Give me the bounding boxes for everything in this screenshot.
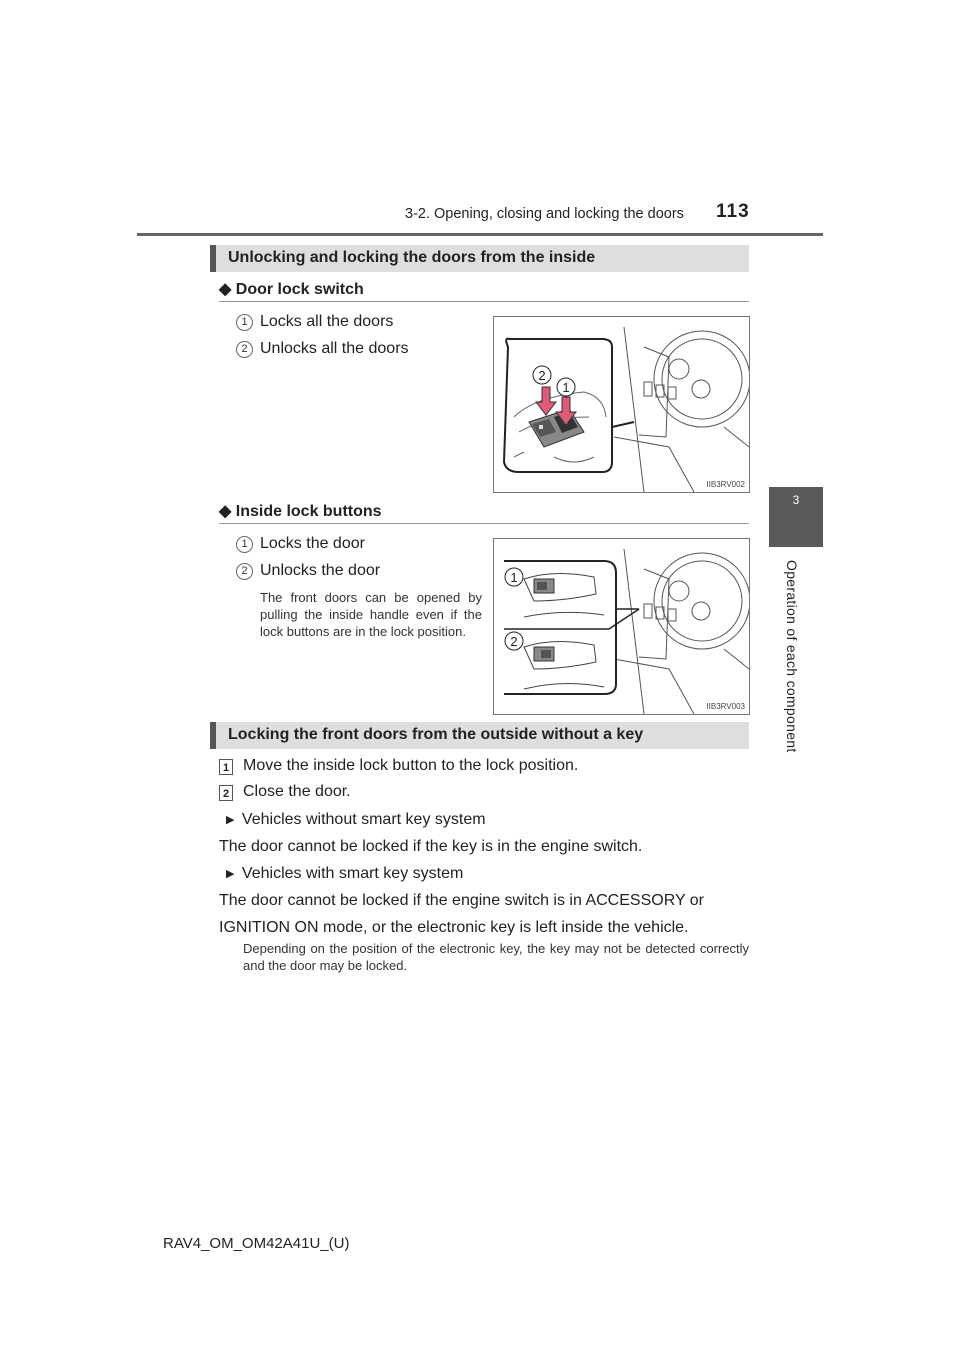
subheading-door-lock-switch: ◆ Door lock switch	[219, 281, 364, 298]
item-number-2: 2	[236, 563, 253, 580]
step-text-move-lock-button: Move the inside lock button to the lock position.	[243, 757, 579, 774]
callout-1: 1	[562, 380, 570, 395]
step-number-2: 2	[219, 785, 233, 801]
item-text-unlocks-door: Unlocks the door	[260, 562, 381, 579]
diamond-bullet-icon: ◆	[219, 281, 232, 298]
subheading-inside-lock-buttons: ◆ Inside lock buttons	[219, 503, 382, 520]
item-text-unlocks-all: Unlocks all the doors	[260, 340, 409, 357]
document-code: RAV4_OM_OM42A41U_(U)	[163, 1235, 350, 1252]
inside-lock-buttons-illustration	[494, 539, 749, 714]
case-label-with-smart-key: ▶ Vehicles with smart key system	[226, 865, 464, 882]
figure-door-lock-switch	[493, 316, 750, 493]
item-number-1: 1	[236, 314, 253, 331]
section-heading-inside: Unlocking and locking the doors from the inside	[210, 245, 749, 272]
chapter-number: 3	[792, 493, 800, 507]
section-heading-outside: Locking the front doors from the outside without a key	[210, 722, 749, 749]
callout-2: 2	[538, 368, 546, 383]
triangle-bullet-icon: ▶	[226, 868, 235, 880]
callout-2: 2	[510, 634, 518, 649]
subheading-divider	[219, 523, 749, 524]
note-inside-handle: The front doors can be opened by pulling the inside handle even if the lock buttons are in the lock position.	[260, 590, 482, 639]
item-text-locks-door: Locks the door	[260, 535, 365, 552]
note-electronic-key: Depending on the position of the electronic key, the key may not be detected correctly and the door may be locked.	[243, 941, 749, 973]
figure-code: IIB3RV002	[706, 480, 745, 489]
door-lock-switch-illustration	[494, 317, 749, 492]
case-label-without-smart-key: ▶ Vehicles without smart key system	[226, 811, 486, 828]
callout-1: 1	[510, 570, 518, 585]
triangle-bullet-icon: ▶	[226, 814, 235, 826]
diamond-bullet-icon: ◆	[219, 503, 232, 520]
figure-inside-lock-buttons	[493, 538, 750, 715]
item-text-locks-all: Locks all the doors	[260, 313, 394, 330]
case-text-without-smart-key: The door cannot be locked if the key is in the engine switch.	[219, 838, 643, 855]
chapter-title: Operation of each component	[784, 560, 800, 753]
item-number-1: 1	[236, 536, 253, 553]
step-number-1: 1	[219, 759, 233, 775]
item-number-2: 2	[236, 341, 253, 358]
subheading-divider	[219, 301, 749, 302]
step-text-close-door: Close the door.	[243, 783, 351, 800]
section-header-title: 3-2. Opening, closing and locking the doors	[405, 206, 684, 222]
case-text-with-smart-key: The door cannot be locked if the engine switch is in ACCESSORY or IGNITION ON mode, or the electronic key is left inside the vehicle.	[219, 892, 705, 936]
page-number: 113	[716, 201, 750, 222]
figure-code: IIB3RV003	[706, 702, 745, 711]
header-divider	[137, 233, 823, 236]
